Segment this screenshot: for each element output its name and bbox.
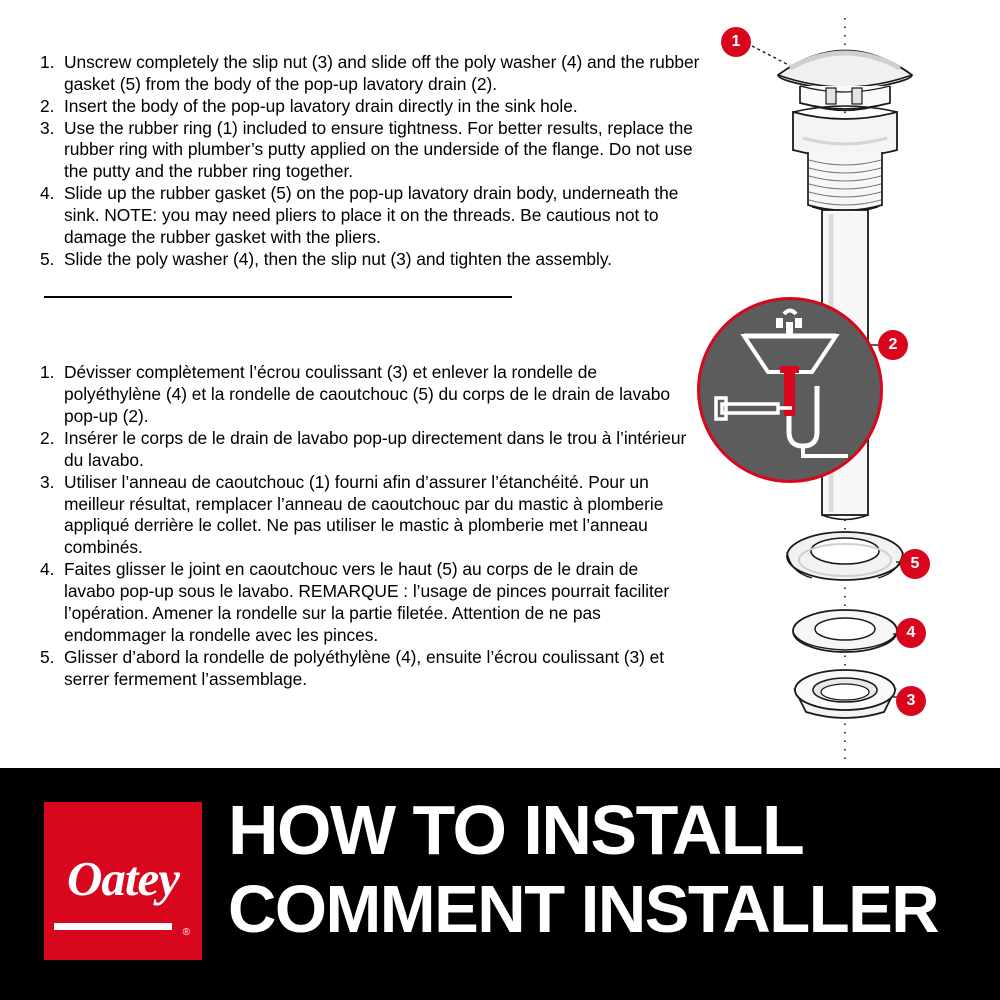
step-text: Slide the poly washer (4), then the slip nut (3) and tighten the assembly. [64, 248, 612, 269]
step-text: Glisser d’abord la rondelle de polyéthylène (4), ensuite l’écrou coulissant (3) et serrer fermement l’assemblage. [64, 646, 665, 689]
step-text: Faites glisser le joint en caoutchouc vers le haut (5) au corps de le drain de lavabo pop-up sous le lavabo. REMARQUE : l’usage de pinces pourrait faciliter l’opération. Amener la rondelle sur la partie filetée. Attention de ne pas endommager la rondelle avec les pinces. [64, 559, 670, 646]
callout-badge-1: 1 [721, 27, 751, 57]
inset-detail-sink-illustration [697, 297, 883, 483]
step-number: 2. [40, 95, 55, 116]
list-item [40, 472, 690, 560]
step-text: Use the rubber ring (1) included to ensure tightness. For better results, replace the rubber ring with plumber’s putty applied on the underside of the flange. Do not use the putty and the rubber ring together. [64, 117, 693, 182]
list-item [40, 183, 700, 249]
step-text: Utiliser l’anneau de caoutchouc (1) fourni afin d’assurer l’étanchéité. Pour un meilleur résultat, remplacer l’anneau de caoutchouc par du mastic à plomberie appliqué derrière le collet. Ne pas utiliser le mastic à plomberie met l’anneau combinés. [64, 471, 664, 558]
list-item [40, 647, 690, 691]
step-text: Dévisser complètement l’écrou coulissant (3) et enlever la rondelle de polyéthylène (4) et la rondelle de caoutchouc (5) du corps de le drain de lavabo pop-up (2). [64, 362, 671, 426]
list-item [40, 118, 700, 184]
footer-bar [0, 768, 1000, 1000]
step-number: 3. [40, 117, 55, 138]
step-number: 1. [40, 362, 55, 382]
footer-title-english: HOW TO INSTALL [228, 791, 804, 869]
section-divider [44, 296, 512, 298]
step-number: 2. [40, 427, 55, 448]
brand-logo [44, 802, 202, 960]
step-text: Insérer le corps de le drain de lavabo pop-up directement dans le trou à l’intérieur du lavabo. [64, 427, 687, 470]
callout-leader-line [752, 46, 806, 74]
part-rubber-gasket [787, 532, 906, 580]
list-item [40, 428, 690, 472]
list-item [40, 249, 700, 271]
part-poly-washer [793, 610, 902, 652]
list-item [40, 362, 690, 428]
instructions-english [40, 52, 700, 298]
callout-badge-3: 3 [896, 686, 926, 716]
step-number: 4. [40, 559, 55, 580]
step-number: 4. [40, 183, 55, 204]
callout-badge-5: 5 [900, 549, 930, 579]
brand-name: Oatey [67, 850, 179, 906]
part-drain-flange [778, 51, 912, 111]
faucet-icon [776, 311, 802, 335]
footer-title-french: COMMENT INSTALLER [228, 872, 939, 948]
list-item [40, 559, 690, 647]
list-item [40, 96, 700, 118]
callout-badge-2: 2 [878, 330, 908, 360]
step-text: Slide up the rubber gasket (5) on the pop-up lavatory drain body, underneath the sink. NOTE: you may need pliers to place it on the threads. Be cautious not to damage the rubber gasket with the pliers. [64, 183, 679, 247]
wrench-icon [716, 398, 792, 419]
registered-mark: ® [182, 927, 190, 938]
step-number: 3. [40, 471, 55, 492]
logo-underline [54, 923, 172, 930]
part-slip-nut [795, 670, 902, 718]
step-number: 5. [40, 248, 55, 269]
part-threaded-section [808, 152, 882, 212]
list-item [40, 52, 700, 96]
inset-sink-diagram [700, 300, 880, 480]
step-number: 1. [40, 52, 55, 72]
part-rubber-ring-seat [793, 106, 897, 157]
steps-list-english [40, 52, 700, 270]
instructions-french [40, 362, 690, 691]
step-text: Insert the body of the pop-up lavatory drain directly in the sink hole. [64, 95, 578, 116]
callout-badge-4: 4 [896, 618, 926, 648]
steps-list-french [40, 362, 690, 691]
step-text: Unscrew completely the slip nut (3) and slide off the poly washer (4) and the rubber gasket (5) from the body of the pop-up lavatory drain (2). [64, 52, 700, 94]
footer-titles [228, 790, 988, 949]
step-number: 5. [40, 646, 55, 667]
